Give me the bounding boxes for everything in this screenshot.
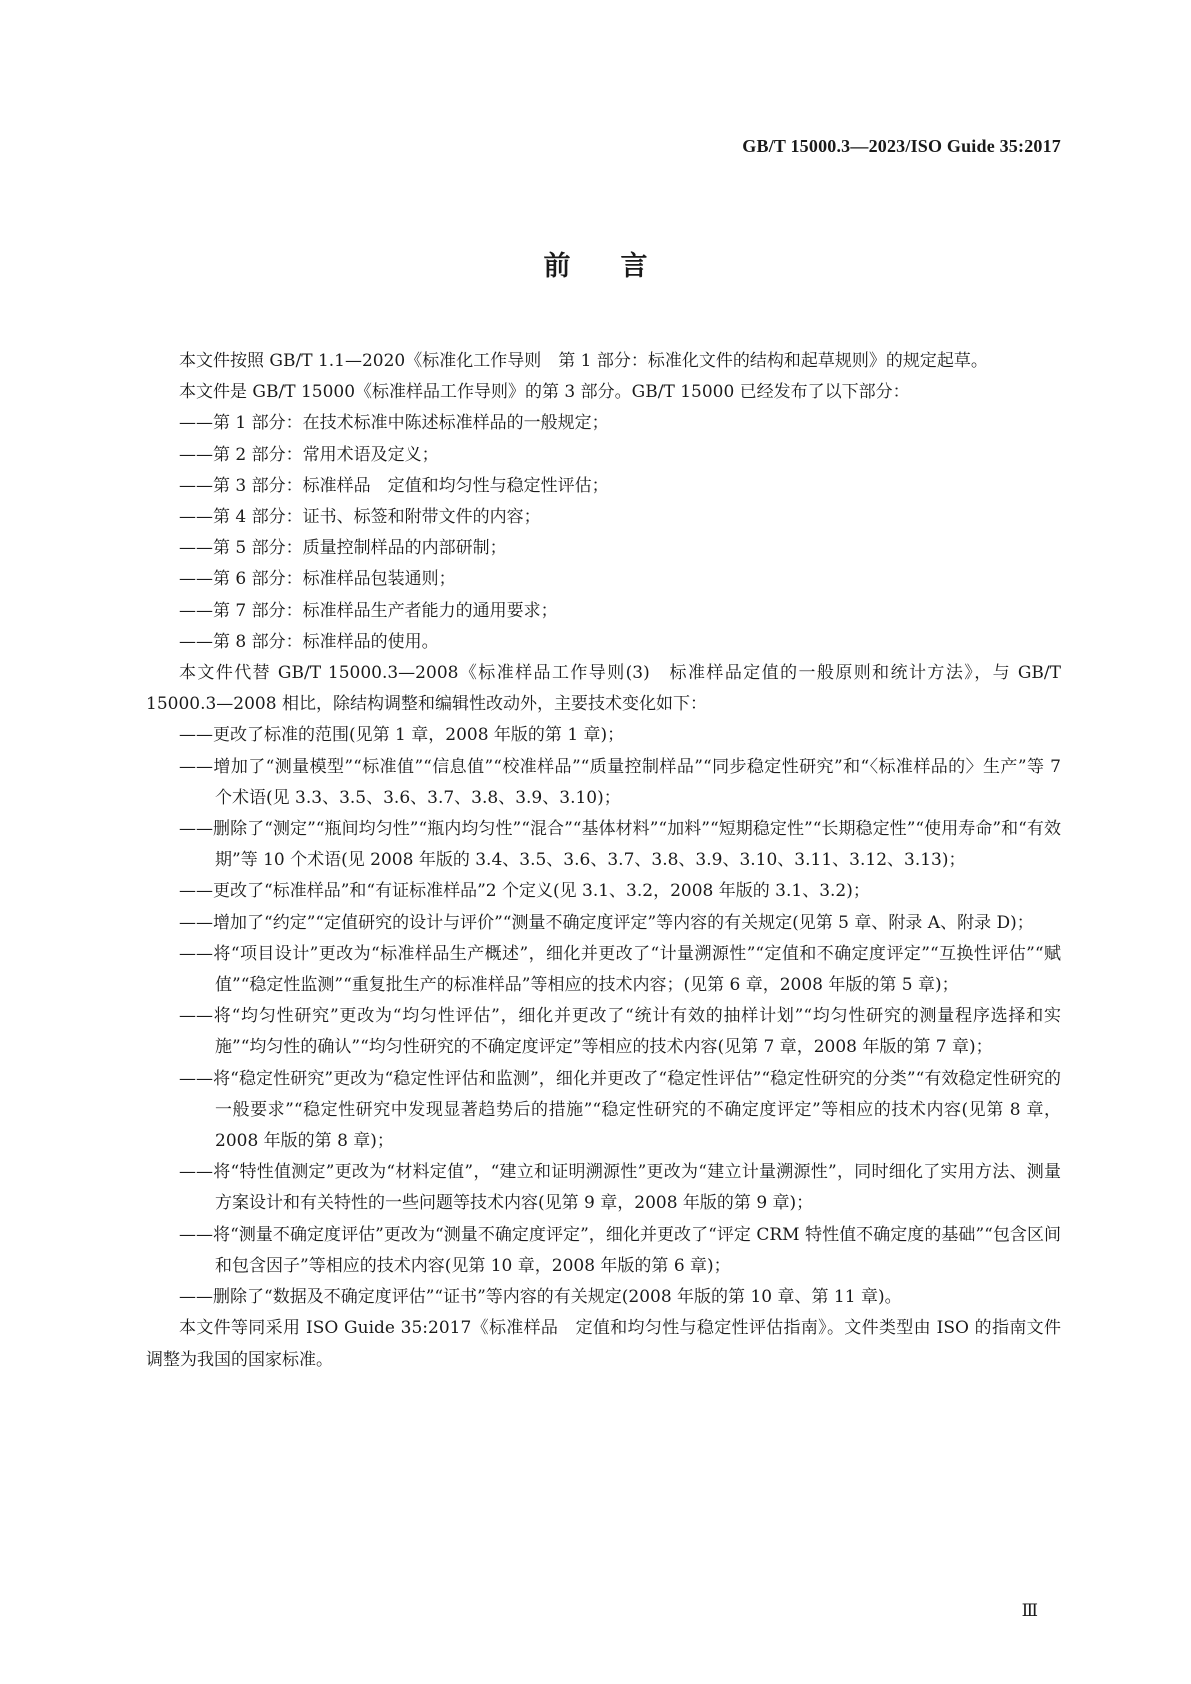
list-item-part: ——第 8 部分：标准样品的使用。 [179,631,439,652]
list-item-change: ——删除了“测定”“瓶间均匀性”“瓶内均匀性”“混合”“基体材料”“加料”“短期稳定性”“长期稳定性”“使用寿命”和“有效期”等 10 个术语(见 2008 年版的 3.4、3.5、3.6、3.7、3.8、3.9、3.10、3.11、3.12、3.13)； [179,819,1061,871]
page-title: 前言 [543,251,698,282]
replacement-paragraph: 本文件代替 GB/T 15000.3—2008《标准样品工作导则(3) 标准样品定值的一般原则和统计方法》，与 GB/T 15000.3—2008 相比，除结构调整和编辑性改动外，主要技术变化如下： [146,663,1061,715]
list-item-change: ——将“特性值测定”更改为“材料定值”，“建立和证明溯源性”更改为“建立计量溯源性”，同时细化了实用方法、测量方案设计和有关特性的一些问题等技术内容(见第 9 章，2008 年版的第 9 章)； [179,1162,1061,1214]
list-item-part: ——第 3 部分：标准样品 定值和均匀性与稳定性评估； [179,475,609,496]
list-item-part: ——第 5 部分：质量控制样品的内部研制； [179,538,507,559]
intro-paragraph-drafting: 本文件按照 GB/T 1.1—2020《标准化工作导则 第 1 部分：标准化文件的结构和起草规则》的规定起草。 [179,351,988,371]
list-item-change: ——更改了“标准样品”和“有证标准样品”2 个定义(见 3.1、3.2，2008 年版的 3.1、3.2)； [179,881,870,902]
list-item-change: ——更改了标准的范围(见第 1 章，2008 年版的第 1 章)； [179,725,625,746]
list-item-part: ——第 2 部分：常用术语及定义； [179,444,439,465]
foreword-body [146,346,1061,1376]
document-code-header: GB/T 15000.3—2023/ISO Guide 35:2017 [742,136,1061,156]
list-item-part: ——第 7 部分：标准样品生产者能力的通用要求； [179,600,558,621]
intro-paragraph-series: 本文件是 GB/T 15000《标准样品工作导则》的第 3 部分。GB/T 15000 已经发布了以下部分： [179,382,910,403]
list-item-part: ——第 1 部分：在技术标准中陈述标准样品的一般规定； [179,413,609,434]
list-item-part: ——第 4 部分：证书、标签和附带文件的内容； [179,507,541,528]
list-item-change: ——将“稳定性研究”更改为“稳定性评估和监测”，细化并更改了“稳定性评估”“稳定性研究的分类”“有效稳定性研究的一般要求”“稳定性研究中发现显著趋势后的措施”“稳定性研究的不确定度评定”等相应的技术内容(见第 8 章，2008 年版的第 8 章)； [179,1068,1061,1152]
adoption-paragraph: 本文件等同采用 ISO Guide 35:2017《标准样品 定值和均匀性与稳定性评估指南》。文件类型由 ISO 的指南文件调整为我国的国家标准。 [146,1318,1061,1370]
list-item-change: ——将“项目设计”更改为“标准样品生产概述”，细化并更改了“计量溯源性”“定值和不确定度评定”“互换性评估”“赋值”“稳定性监测”“重复批生产的标准样品”等相应的技术内容；(见第 6 章，2008 年版的第 5 章)； [179,943,1061,996]
list-item-change: ——将“均匀性研究”更改为“均匀性评估”，细化并更改了“统计有效的抽样计划”“均匀性研究的测量程序选择和实施”“均匀性的确认”“均匀性研究的不确定度评定”等相应的技术内容(见第 7 章，2008 年版的第 7 章)； [179,1006,1061,1058]
list-item-change: ——删除了“数据及不确定度评估”“证书”等内容的有关规定(2008 年版的第 10 章、第 11 章)。 [179,1287,902,1308]
list-item-part: ——第 6 部分：标准样品包装通则； [179,569,456,590]
list-item-change: ——将“测量不确定度评估”更改为“测量不确定度评定”，细化并更改了“评定 CRM 特性值不确定度的基础”“包含区间和包含因子”等相应的技术内容(见第 10 章，2008 年版的第 6 章)； [179,1224,1061,1276]
list-item-change: ——增加了“约定”“定值研究的设计与评价”“测量不确定度评定”等内容的有关规定(见第 5 章、附录 A、附录 D)； [179,912,1034,933]
list-item-change: ——增加了“测量模型”“标准值”“信息值”“校准样品”“质量控制样品”“同步稳定性研究”和“〈标准样品的〉生产”等 7 个术语(见 3.3、3.5、3.6、3.7、3.8、3.9、3.10)； [179,756,1062,808]
page-number: Ⅲ [1021,1601,1038,1620]
